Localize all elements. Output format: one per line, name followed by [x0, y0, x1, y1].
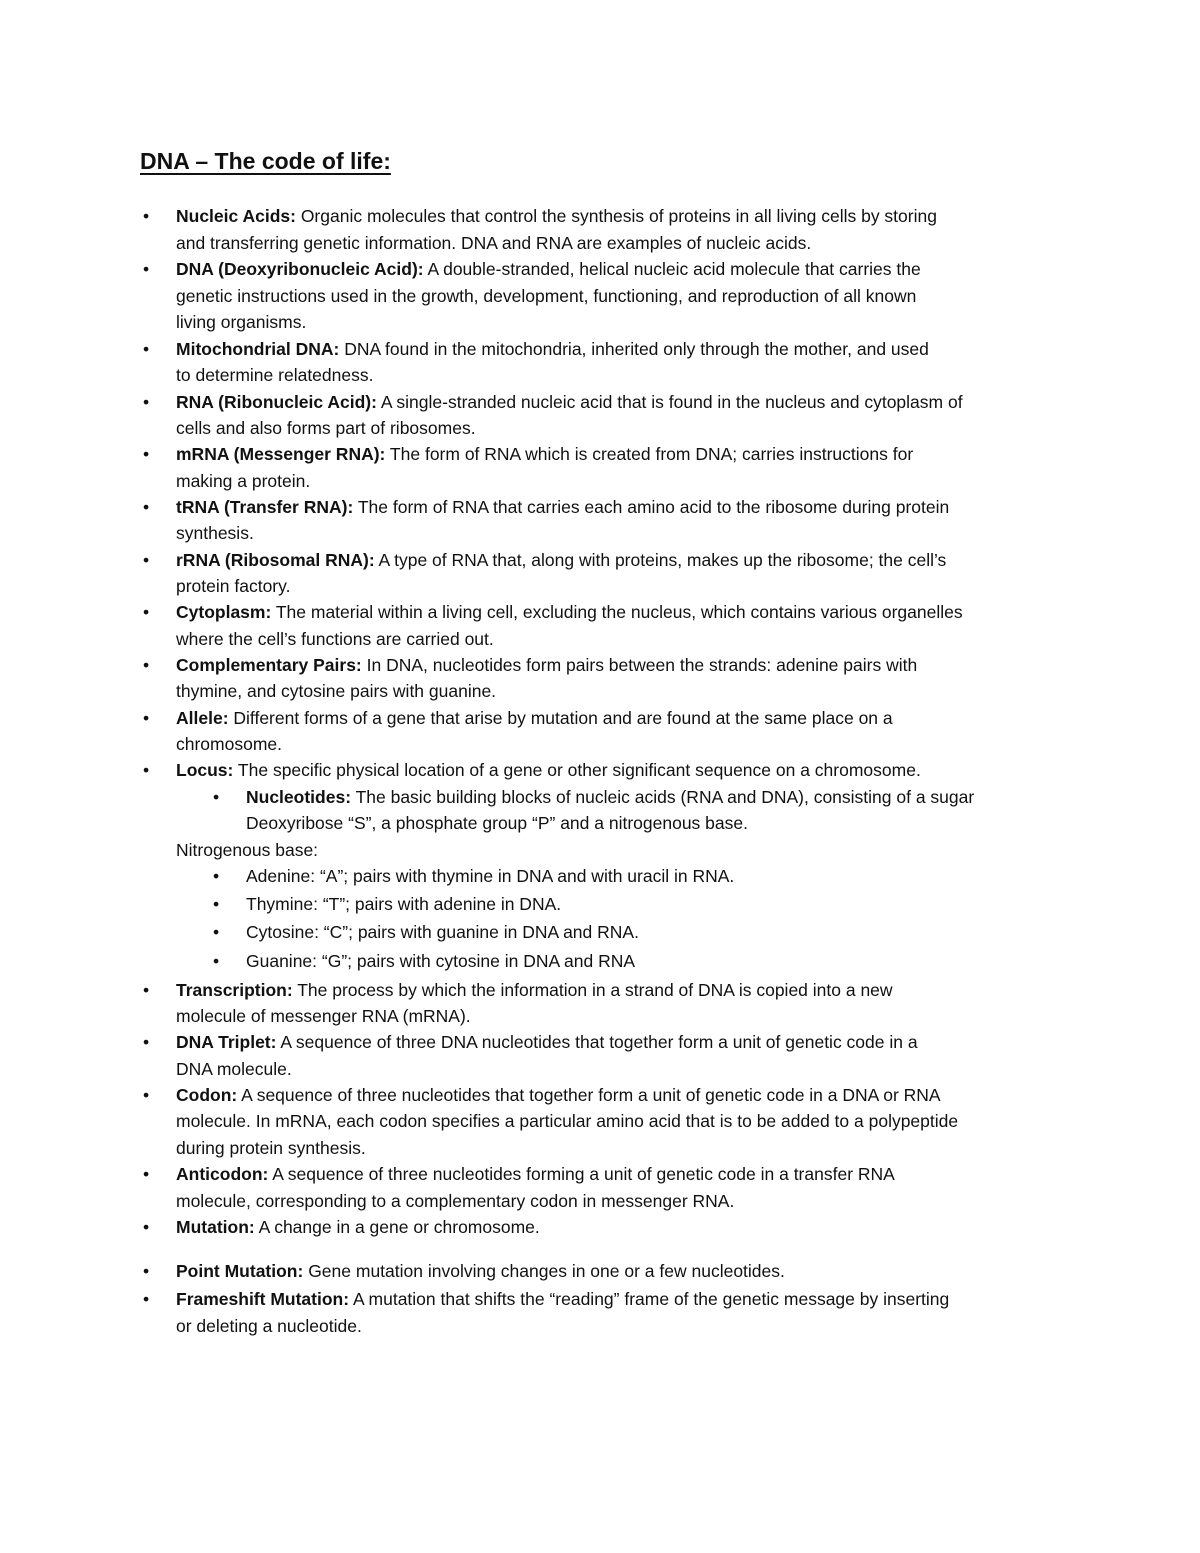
bullet-icon: • — [143, 1085, 150, 1105]
term-label: Anticodon: — [176, 1164, 269, 1184]
definition-text: A sequence of three DNA nucleotides that together form a unit of genetic code in a — [276, 1032, 918, 1052]
term-label: RNA (Ribonucleic Acid): — [176, 392, 377, 412]
definition-continuation: molecule of messenger RNA (mRNA). — [176, 1006, 471, 1026]
list-item — [176, 203, 937, 229]
term-label: Frameshift Mutation: — [176, 1289, 350, 1309]
list-item — [176, 547, 946, 573]
definition-continuation: where the cell’s functions are carried out. — [176, 629, 494, 649]
term-label: Mitochondrial DNA: — [176, 339, 340, 359]
definition-continuation: Deoxyribose “S”, a phosphate group “P” and a nitrogenous base. — [246, 813, 748, 833]
bullet-icon: • — [143, 708, 150, 728]
term-label: Point Mutation: — [176, 1261, 304, 1281]
term-label: Allele: — [176, 708, 229, 728]
definition-continuation: cells and also forms part of ribosomes. — [176, 418, 476, 438]
definition-continuation: chromosome. — [176, 734, 283, 754]
term-label: Complementary Pairs: — [176, 655, 362, 675]
definition-continuation: thymine, and cytosine pairs with guanine. — [176, 681, 497, 701]
bullet-icon: • — [143, 1289, 150, 1309]
term-label: mRNA (Messenger RNA): — [176, 444, 386, 464]
definition-text: A change in a gene or chromosome. — [254, 1217, 540, 1237]
list-item — [176, 256, 921, 282]
bullet-icon: • — [143, 1261, 150, 1281]
bullet-icon: • — [143, 602, 150, 622]
definition-text: A mutation that shifts the “reading” frame of the genetic message by inserting — [349, 1289, 950, 1309]
definition-text: The form of RNA which is created from DNA; carries instructions for — [385, 444, 914, 464]
definition-continuation: and transferring genetic information. DNA and RNA are examples of nucleic acids. — [176, 233, 812, 253]
list-item — [246, 784, 974, 810]
term-label: Codon: — [176, 1085, 238, 1105]
list-item — [176, 494, 949, 520]
definition-continuation: during protein synthesis. — [176, 1138, 366, 1158]
bullet-icon: • — [143, 392, 150, 412]
list-item — [176, 977, 893, 1003]
term-label: Transcription: — [176, 980, 293, 1000]
term-label: DNA Triplet: — [176, 1032, 277, 1052]
base-item: Cytosine: “C”; pairs with guanine in DNA and RNA. — [246, 922, 639, 942]
definition-text: A type of RNA that, along with proteins, makes up the ribosome; the cell’s — [374, 550, 947, 570]
bullet-icon: • — [143, 760, 150, 780]
bullet-icon: • — [143, 259, 150, 279]
bullet-icon: • — [213, 922, 220, 942]
base-item: Guanine: “G”; pairs with cytosine in DNA and RNA — [246, 951, 636, 971]
base-item: Thymine: “T”; pairs with adenine in DNA. — [246, 894, 562, 914]
definition-continuation: living organisms. — [176, 312, 307, 332]
list-item — [176, 1258, 785, 1284]
list-item — [176, 599, 963, 625]
definition-text: Gene mutation involving changes in one or a few nucleotides. — [303, 1261, 785, 1281]
term-label: rRNA (Ribosomal RNA): — [176, 550, 375, 570]
bullet-icon: • — [143, 339, 150, 359]
bullet-icon: • — [143, 1164, 150, 1184]
base-item: Adenine: “A”; pairs with thymine in DNA and with uracil in RNA. — [246, 866, 735, 886]
definition-text: The specific physical location of a gene or other significant sequence on a chromosome. — [233, 760, 921, 780]
list-item — [176, 1286, 949, 1312]
bullet-icon: • — [213, 787, 220, 807]
term-label: DNA (Deoxyribonucleic Acid): — [176, 259, 424, 279]
bullet-icon: • — [143, 550, 150, 570]
bullet-icon: • — [213, 951, 220, 971]
definition-text: Organic molecules that control the synthesis of proteins in all living cells by storing — [295, 206, 937, 226]
definition-text: The form of RNA that carries each amino acid to the ribosome during protein — [353, 497, 950, 517]
definition-text: A single-stranded nucleic acid that is found in the nucleus and cytoplasm of — [376, 392, 963, 412]
definition-text: The process by which the information in a strand of DNA is copied into a new — [292, 980, 893, 1000]
definition-continuation: to determine relatedness. — [176, 365, 374, 385]
definition-text: In DNA, nucleotides form pairs between the strands: adenine pairs with — [361, 655, 918, 675]
nitrogenous-base-heading: Nitrogenous base: — [176, 840, 319, 860]
definition-continuation: DNA molecule. — [176, 1059, 292, 1079]
term-label: Cytoplasm: — [176, 602, 272, 622]
list-item — [176, 1214, 540, 1240]
definition-continuation: or deleting a nucleotide. — [176, 1316, 362, 1336]
definition-text: The material within a living cell, excluding the nucleus, which contains various organelles — [271, 602, 963, 622]
term-label: Locus: — [176, 760, 234, 780]
definition-text: Different forms of a gene that arise by mutation and are found at the same place on a — [228, 708, 893, 728]
term-label: tRNA (Transfer RNA): — [176, 497, 354, 517]
bullet-icon: • — [143, 444, 150, 464]
definition-continuation: synthesis. — [176, 523, 254, 543]
term-label: Nucleic Acids: — [176, 206, 296, 226]
definition-continuation: genetic instructions used in the growth, development, functioning, and reproduction of all known — [176, 286, 917, 306]
list-item — [176, 1161, 895, 1187]
list-item — [176, 336, 929, 362]
definition-continuation: molecule, corresponding to a complementary codon in messenger RNA. — [176, 1191, 735, 1211]
list-item — [176, 757, 921, 783]
bullet-icon: • — [143, 1217, 150, 1237]
bullet-icon: • — [143, 655, 150, 675]
bullet-icon: • — [213, 894, 220, 914]
definition-continuation: protein factory. — [176, 576, 291, 596]
term-label: Mutation: — [176, 1217, 255, 1237]
definition-text: The basic building blocks of nucleic acids (RNA and DNA), consisting of a sugar — [351, 787, 975, 807]
definition-continuation: making a protein. — [176, 471, 311, 491]
definition-text: DNA found in the mitochondria, inherited only through the mother, and used — [339, 339, 929, 359]
list-item — [176, 441, 913, 467]
bullet-icon: • — [143, 980, 150, 1000]
bullet-icon: • — [213, 866, 220, 886]
term-label: Nucleotides: — [246, 787, 352, 807]
definition-continuation: molecule. In mRNA, each codon specifies a particular amino acid that is to be added to a polypeptide — [176, 1111, 959, 1131]
bullet-icon: • — [143, 206, 150, 226]
list-item — [176, 705, 893, 731]
definition-text: A double-stranded, helical nucleic acid molecule that carries the — [423, 259, 921, 279]
definition-text: A sequence of three nucleotides forming a unit of genetic code in a transfer RNA — [268, 1164, 895, 1184]
document-title: DNA – The code of life: — [140, 148, 391, 174]
bullet-icon: • — [143, 1032, 150, 1052]
definition-text: A sequence of three nucleotides that together form a unit of genetic code in a DNA or RNA — [237, 1085, 941, 1105]
list-item — [176, 652, 917, 678]
bullet-icon: • — [143, 497, 150, 517]
list-item — [176, 1082, 941, 1108]
list-item — [176, 1029, 918, 1055]
list-item — [176, 389, 963, 415]
